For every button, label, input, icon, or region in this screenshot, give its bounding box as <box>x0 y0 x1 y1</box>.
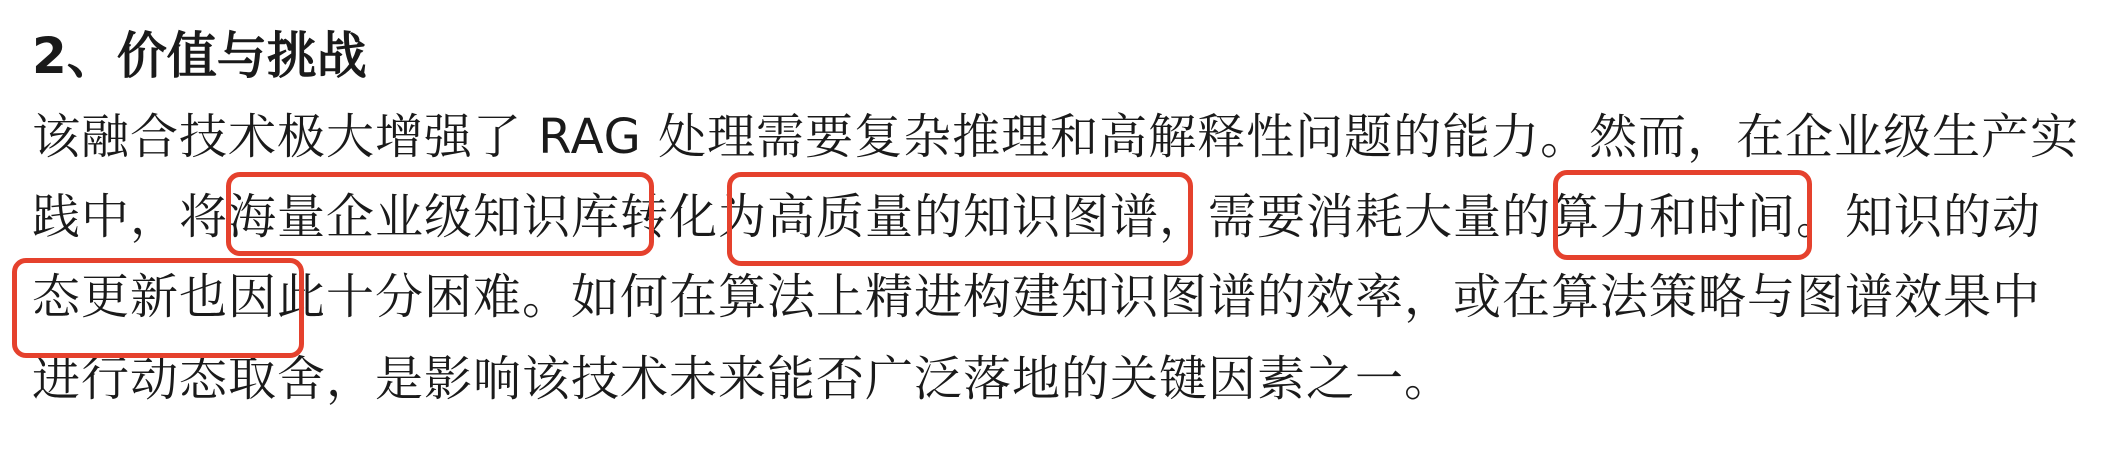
paragraph-line-1: 该融合技术极大增强了 RAG 处理需要复杂推理和高解释性问题的能力。然而，在企业级生产实 <box>32 109 2080 165</box>
section-heading: 2、价值与挑战 <box>32 27 367 85</box>
paragraph-line-3: 态更新也因此十分困难。如何在算法上精进构建知识图谱的效率，或在算法策略与图谱效果中 <box>32 269 2042 325</box>
paragraph-line-4: 进行动态取舍，是影响该技术未来能否广泛落地的关键因素之一。 <box>32 351 1454 407</box>
paragraph-line-2: 践中，将海量企业级知识库转化为高质量的知识图谱，需要消耗大量的算力和时间。知识的动 <box>32 189 2042 245</box>
